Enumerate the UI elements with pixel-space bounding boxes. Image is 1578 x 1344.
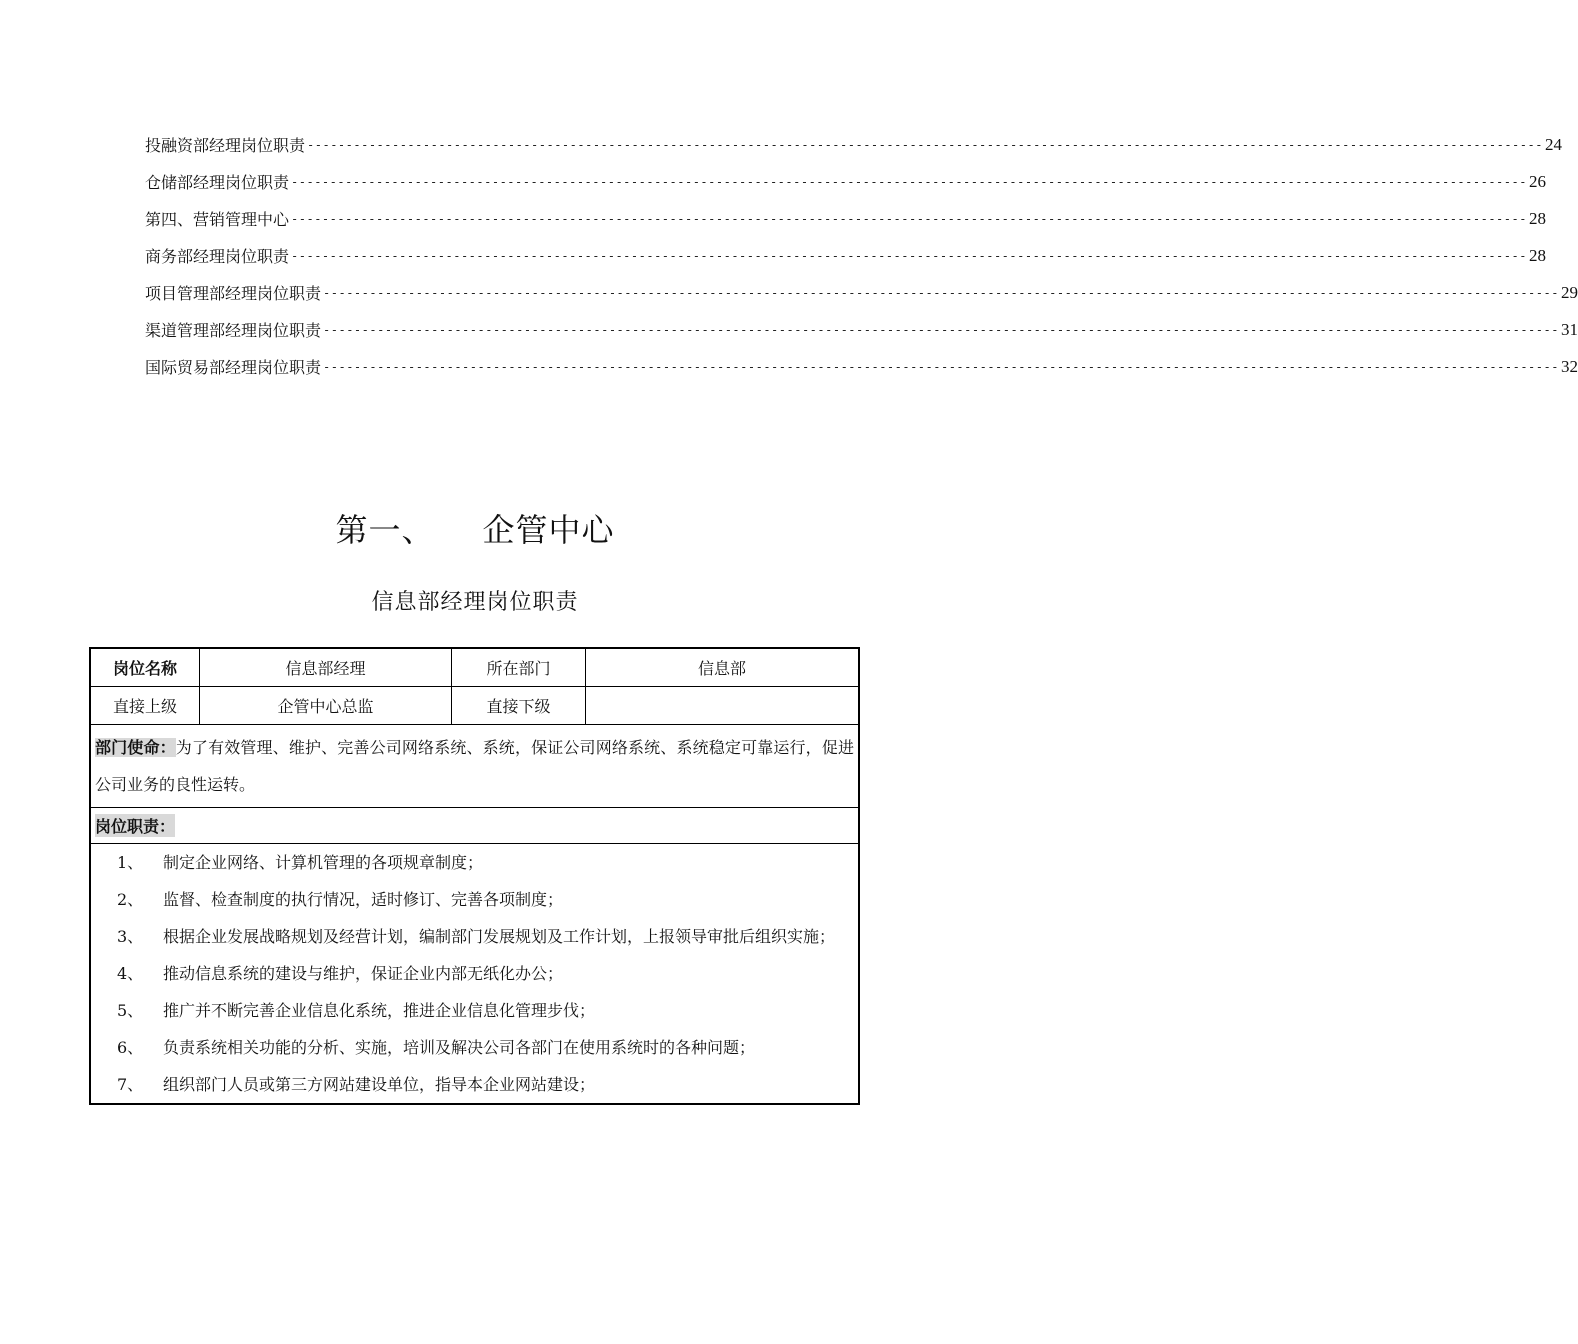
duty-number: 5、 (117, 1001, 144, 1020)
duty-number: 7、 (117, 1075, 144, 1094)
toc-entry[interactable] (145, 163, 1546, 200)
duty-number: 6、 (117, 1038, 144, 1057)
department-label: 所在部门 (452, 649, 586, 686)
toc-entry-page: 28 (1528, 245, 1546, 265)
toc-entry-title: 投融资部经理岗位职责 (145, 136, 306, 155)
duty-number: 4、 (117, 964, 144, 983)
toc-leader: ---------------------------------------------------------------------------------------------------------------------------------------------------------------- (307, 137, 1543, 152)
list-item (95, 881, 835, 918)
toc-entry-page: 26 (1528, 171, 1546, 191)
mission-text: 为了有效管理、维护、完善公司网络系统、系统，保证公司网络系统、系统稳定可靠运行，促进公司业务的良性运转。 (95, 738, 854, 794)
table-row (91, 649, 858, 687)
toc-leader: ---------------------------------------------------------------------------------------------------------------------------------------------------------------- (323, 322, 1559, 337)
duties-list (91, 844, 839, 1103)
toc-entry-title: 国际贸易部经理岗位职责 (145, 358, 322, 377)
toc-leader: ---------------------------------------------------------------------------------------------------------------------------------------------------------------- (291, 248, 1527, 263)
superior-label: 直接上级 (91, 687, 200, 724)
toc-entry-title: 仓储部经理岗位职责 (145, 173, 290, 192)
chapter-number: 第一、 (335, 511, 435, 549)
duties-row (91, 844, 858, 1103)
toc-entry[interactable] (145, 274, 1578, 311)
superior-value: 企管中心总监 (200, 687, 452, 724)
duty-text: 负责系统相关功能的分析、实施，培训及解决公司各部门在使用系统时的各种问题； (163, 1038, 756, 1057)
toc-entry-page: 28 (1528, 208, 1546, 228)
duties-header-row (91, 808, 858, 844)
table-of-contents (145, 126, 1578, 385)
subordinate-value (586, 687, 858, 724)
toc-entry[interactable] (145, 237, 1546, 274)
toc-entry-page: 32 (1560, 356, 1578, 376)
duty-text: 推动信息系统的建设与维护，保证企业内部无纸化办公； (163, 964, 564, 983)
toc-entry-page: 29 (1560, 282, 1578, 302)
toc-entry-title: 商务部经理岗位职责 (145, 247, 290, 266)
job-description-table (89, 647, 860, 1105)
toc-entry-title: 第四、营销管理中心 (145, 210, 290, 229)
chapter-name: 企管中心 (482, 511, 615, 549)
department-mission (91, 725, 858, 807)
list-item (95, 1066, 835, 1103)
list-item (95, 844, 835, 881)
list-item (95, 918, 835, 955)
toc-entry[interactable] (145, 348, 1578, 385)
toc-entry-page: 31 (1560, 319, 1578, 339)
department-value: 信息部 (697, 659, 746, 678)
toc-leader: ---------------------------------------------------------------------------------------------------------------------------------------------------------------- (291, 211, 1527, 226)
duty-number: 2、 (117, 890, 144, 909)
toc-leader: ---------------------------------------------------------------------------------------------------------------------------------------------------------------- (291, 174, 1527, 189)
duty-text: 制定企业网络、计算机管理的各项规章制度； (163, 853, 484, 872)
mission-label: 部门使命： (95, 738, 176, 757)
duty-number: 3、 (117, 927, 144, 946)
toc-leader: ---------------------------------------------------------------------------------------------------------------------------------------------------------------- (323, 285, 1559, 300)
list-item (95, 1029, 835, 1066)
section-title: 信息部经理岗位职责 (371, 590, 579, 615)
duty-text: 组织部门人员或第三方网站建设单位，指导本企业网站建设； (163, 1075, 596, 1094)
duties-header (91, 808, 179, 843)
mission-row (91, 725, 858, 808)
duty-text: 监督、检查制度的执行情况，适时修订、完善各项制度； (163, 890, 564, 909)
list-item (95, 992, 835, 1029)
toc-entry[interactable] (145, 311, 1578, 348)
position-name-value: 信息部经理 (200, 649, 452, 686)
duties-label: 岗位职责： (95, 814, 175, 837)
position-name-label: 岗位名称 (91, 649, 200, 686)
toc-entry[interactable] (145, 200, 1546, 237)
toc-entry[interactable] (145, 126, 1562, 163)
toc-entry-title: 项目管理部经理岗位职责 (145, 284, 322, 303)
table-row (91, 687, 858, 725)
duty-text: 推广并不断完善企业信息化系统，推进企业信息化管理步伐； (163, 1001, 596, 1020)
list-item (95, 955, 835, 992)
duty-text: 根据企业发展战略规划及经营计划，编制部门发展规划及工作计划，上报领导审批后组织实施； (163, 927, 836, 946)
toc-entry-page: 24 (1544, 134, 1562, 154)
subordinate-label: 直接下级 (452, 687, 586, 724)
toc-entry-title: 渠道管理部经理岗位职责 (145, 321, 322, 340)
duty-number: 1、 (117, 853, 144, 872)
toc-leader: ---------------------------------------------------------------------------------------------------------------------------------------------------------------- (323, 359, 1559, 374)
chapter-heading (0, 505, 950, 551)
